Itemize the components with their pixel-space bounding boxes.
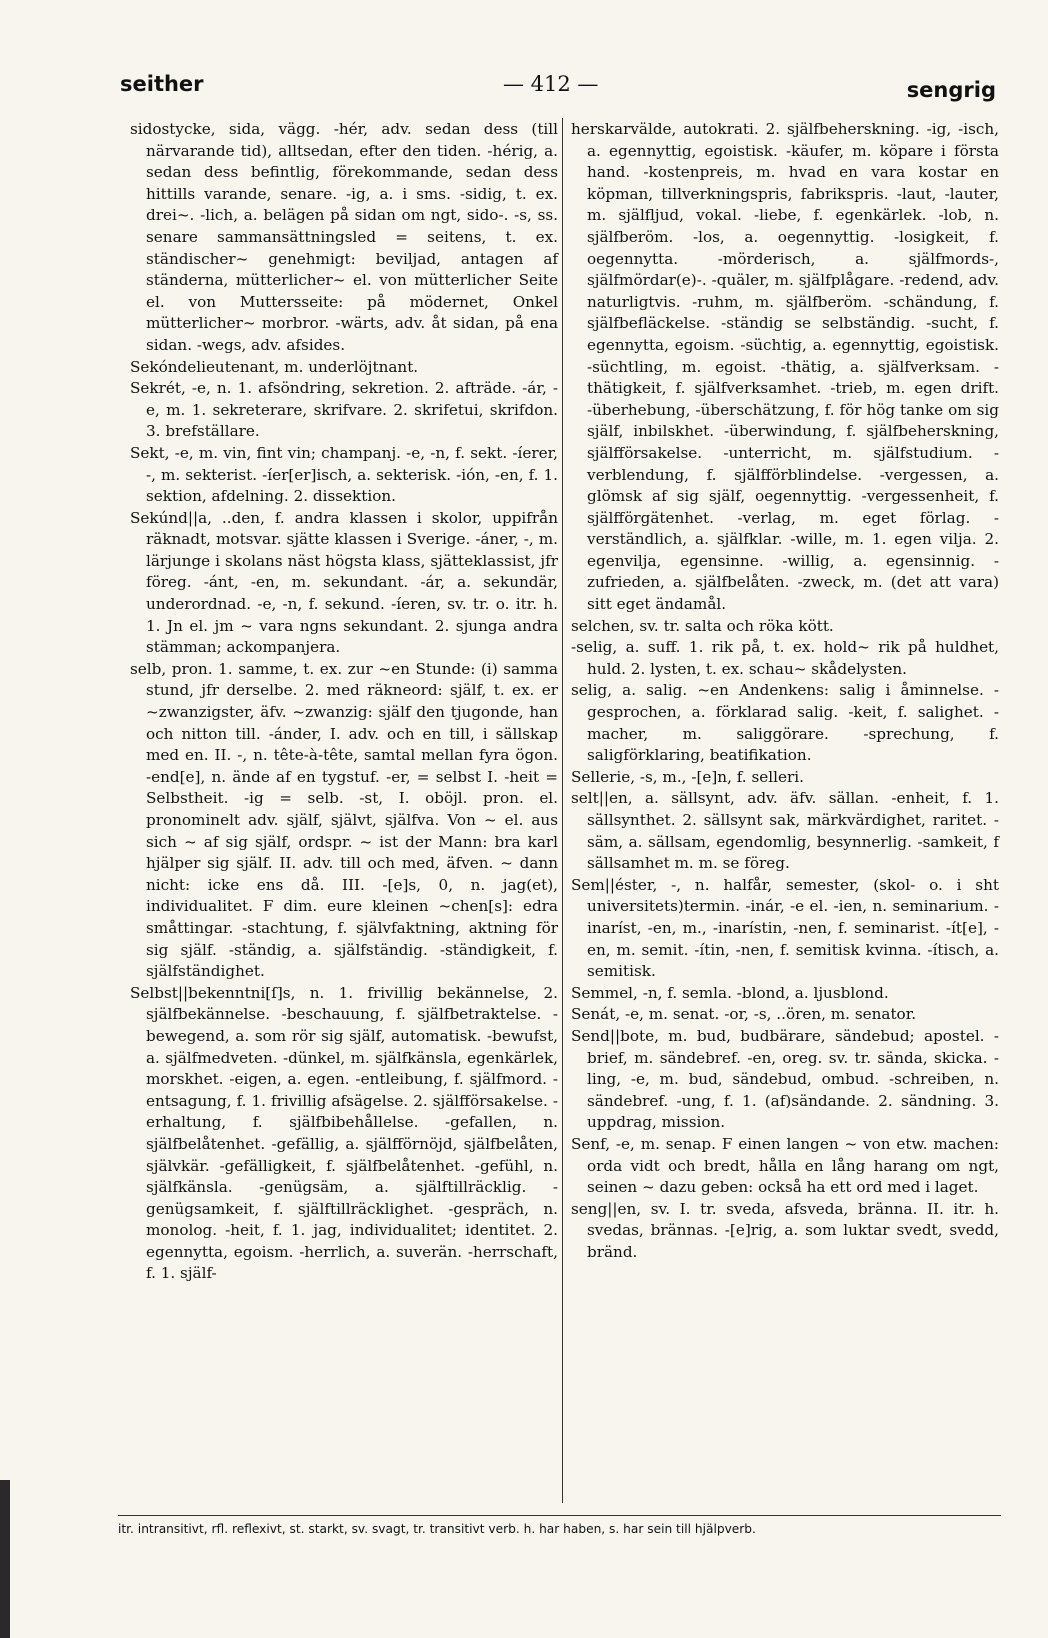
dictionary-entry: selt||en, a. sällsynt, adv. äfv. sällan. -enheit, f. 1. sällsynthet. 2. sällsynt sak, märkvärdighet, raritet. -säm, a. sällsam, egendomlig, besynnerlig. -samkeit, f sällsamhet m. m. se föreg.	[571, 789, 999, 873]
dictionary-entry: Sekrét, -e, n. 1. afsöndring, sekretion. 2. afträde. -ár, -e, m. 1. sekreterare, skrifvare. 2. skrifetui, skrifdon. 3. brefställare.	[130, 379, 558, 441]
page-edge-mark	[0, 1480, 10, 1638]
dictionary-entry: Sekóndelieutenant, m. underlöjtnant.	[130, 357, 419, 376]
dictionary-entry: Senát, -e, m. senat. -or, -s, ..ören, m. senator.	[571, 1005, 917, 1024]
footer-divider	[118, 1515, 1001, 1516]
right-running-headword: sengrig	[906, 78, 996, 102]
right-column	[571, 119, 999, 1263]
dictionary-entry: Sellerie, -s, m., -[e]n, f. selleri.	[571, 767, 804, 786]
dictionary-entry: Senf, -e, m. senap. F einen langen ~ von etw. machen: orda vidt och bredt, hålla en lång harang om ngt, seinen ~ dazu geben: också ha ett ord med i laget.	[571, 1134, 999, 1197]
page-number: — 412 —	[503, 72, 599, 96]
dictionary-entry: selb, pron. 1. samme, t. ex. zur ~en Stunde: (i) samma stund, jfr derselbe. 2. med räkneord: själf, t. ex. er ~zwanzigster, äfv. ~zwanzig: själf den tjugonde, han och nitton till. -ánder, I. adv. och en till, i sällskap med en. II. -, n. tête-à-tête, samtal mellan fyra ögon. -end[e], n. ände af en tygstuf. -er, = selbst I. -heit = Selbstheit. -ig = selb. -st, I. oböjl. pron. el. pronominelt adv. själf, självt, själfva. Von ~ el. aus sich ~ af sig själf, ordspr. ~ ist der Mann: bra karl hjälper sig själf. II. adv. till och med, äfven. ~ dann nicht: icke ens då. III. -[e]s, 0, n. jag(et), individualitet. F dim. eure kleinen ~chen[s]: edra småttingar. -stachtung, f. självfaktning, aktning för sig själf. -ständig, a. själfständig. -ständigkeit, f. själfständighet.	[130, 659, 558, 981]
dictionary-entry: Selbst||bekenntni[ſ]s, n. 1. frivillig bekännelse, 2. själfbekännelse. -beschauung, f. själfbetraktelse. -bewegend, a. som rör sig själf, automatisk. -bewufst, a. själfmedveten. -dünkel, m. själfkänsla, egenkärlek, morskhet. -eigen, a. egen. -entleibung, f. själfmord. -entsagung, f. 1. frivillig afsägelse. 2. själfförsakelse. -erhaltung, f. själfbibehållelse. -gefallen, n. själfbelåtenhet. -gefällig, a. själfförnöjd, själfbelåten, självkär. -gefälligkeit, f. själfbelåtenhet. -gefühl, n. själfkänsla. -genügsäm, a. själftillräcklig. -genügsamkeit, f. själftillräcklighet. -gespräch, n. monolog. -heit, f. 1. jag, individualitet; identitet. 2. egennytta, egoism. -herrlich, a. suverän. -herrschaft, f. 1. själf-	[130, 983, 558, 1283]
page-header	[118, 66, 998, 106]
dictionary-entry: Sem||éster, -, n. halfår, semester, (skol- o. i sht universitets)termin. -inár, -e el. -ien, n. seminarium. -inaríst, -en, m., -inarístin, -nen, f. seminarist. -ít[e], -en, m. semit. -ítin, -nen, f. semitisk kvinna. -ítisch, a. semitisk.	[571, 875, 999, 981]
dictionary-entry: selig, a. salig. ~en Andenkens: salig i åminnelse. -gesprochen, a. förklarad salig. -keit, f. salighet. -macher, m. saliggörare. -sprechung, f. saligförklaring, beatifikation.	[571, 681, 999, 765]
dictionary-entry: -selig, a. suff. 1. rik på, t. ex. hold~ rik på huldhet, huld. 2. lysten, t. ex. schau~ skådelysten.	[571, 638, 999, 678]
left-running-headword: seither	[120, 72, 204, 96]
column-divider	[562, 118, 563, 1503]
dictionary-entry: herskarvälde, autokrati. 2. själfbeherskning. -ig, -isch, a. egennyttig, egoistisk. -käufer, m. köpare i första hand. -kostenpreis, m. hvad en vara kostar en köpman, tillverkningspris, fabrikspris. -laut, -lauter, m. själfljud, vokal. -liebe, f. egenkärlek. -lob, n. själfberöm. -los, a. oegennyttig. -losigkeit, f. oegennytta. -mörderisch, a. själfmords-, själfmördar(e)-. -quäler, m. själfplågare. -redend, adv. naturligtvis. -ruhm, m. själfberöm. -schändung, f. själfbefläckelse. -ständig se selbständig. -sucht, f. egennytta, egoism. -süchtig, a. egennyttig, egoistisk. -süchtling, m. egoist. -thätig, a. själfverksam. -thätigkeit, f. själfverksamhet. -trieb, m. egen drift. -überhebung, -überschätzung, f. för hög tanke om sig själf, inbilskhet. -überwindung, f. själfbeherskning, själfförsakelse. -unterricht, m. själfstudium. -verblendung, f. själfförblindelse. -vergessen, a. glömsk af sig själf, oegennyttig. -vergessenheit, f. själfförgätenhet. -verlag, m. eget förlag. -verständlich, a. själfklar. -wille, m. 1. egen vilja. 2. egenvilja, egensinne. -willig, a. egensinnig. -zufrieden, a. själfbelåten. -zweck, m. (det att vara) sitt eget ändamål.	[571, 120, 999, 614]
dictionary-entry: sidostycke, sida, vägg. -hér, adv. sedan dess (till närvarande tid), alltsedan, efter den tiden. -hérig, a. sedan dess befintlig, förekommande, sedan dess hittills varande, senare. -ig, a. i sms. -sidig, t. ex. drei~. -lich, a. belägen på sidan om ngt, sido-. -s, ss. senare sammansättningsled = seitens, t. ex. ständischer~ genehmigt: beviljad, antagen af ständerna, mütterlicher~ el. von mütterlicher Seite el. von Muttersseite: på mödernet, Onkel mütterlicher~ morbror. -wärts, adv. åt sidan, på ena sidan. -wegs, adv. afsides.	[130, 120, 558, 354]
dictionary-entry: Sekúnd||a, ..den, f. andra klassen i skolor, uppifrån räknadt, motsvar. sjätte klassen i Sverige. -áner, -, m. lärjunge i skolans näst högsta klass, sjätteklassist, jfr föreg. -ánt, -en, m. sekundant. -ár, a. sekundär, underordnad. -e, -n, f. sekund. -íeren, sv. tr. o. itr. h. 1. Jn el. jm ~ vara ngns sekundant. 2. sjunga andra stämman; ackompanjera.	[130, 508, 558, 657]
dictionary-entry: seng||en, sv. I. tr. sveda, afsveda, bränna. II. itr. h. svedas, brännas. -[e]rig, a. som luktar svedt, svedd, bränd.	[571, 1199, 999, 1261]
dictionary-entry: Send||bote, m. bud, budbärare, sändebud; apostel. -brief, m. sändebref. -en, oreg. sv. tr. sända, skicka. -ling, -e, m. bud, sändebud, ombud. -schreiben, n. sändebref. -ung, f. 1. (af)sändande. 2. sändning. 3. uppdrag, mission.	[571, 1026, 999, 1132]
dictionary-entry: Semmel, -n, f. semla. -blond, a. ljusblond.	[571, 983, 889, 1002]
left-column	[130, 119, 558, 1285]
abbreviation-legend: itr. intransitivt, rfl. reflexivt, st. starkt, sv. svagt, tr. transitivt verb. h. har haben, s. har sein till hjälpverb.	[118, 1522, 756, 1536]
dictionary-entry: selchen, sv. tr. salta och röka kött.	[571, 616, 834, 635]
dictionary-entry: Sekt, -e, m. vin, fint vin; champanj. -e, -n, f. sekt. -íerer, -, m. sekterist. -íer[er]isch, a. sekterisk. -ión, -en, f. 1. sektion, afdelning. 2. dissektion.	[130, 443, 558, 506]
